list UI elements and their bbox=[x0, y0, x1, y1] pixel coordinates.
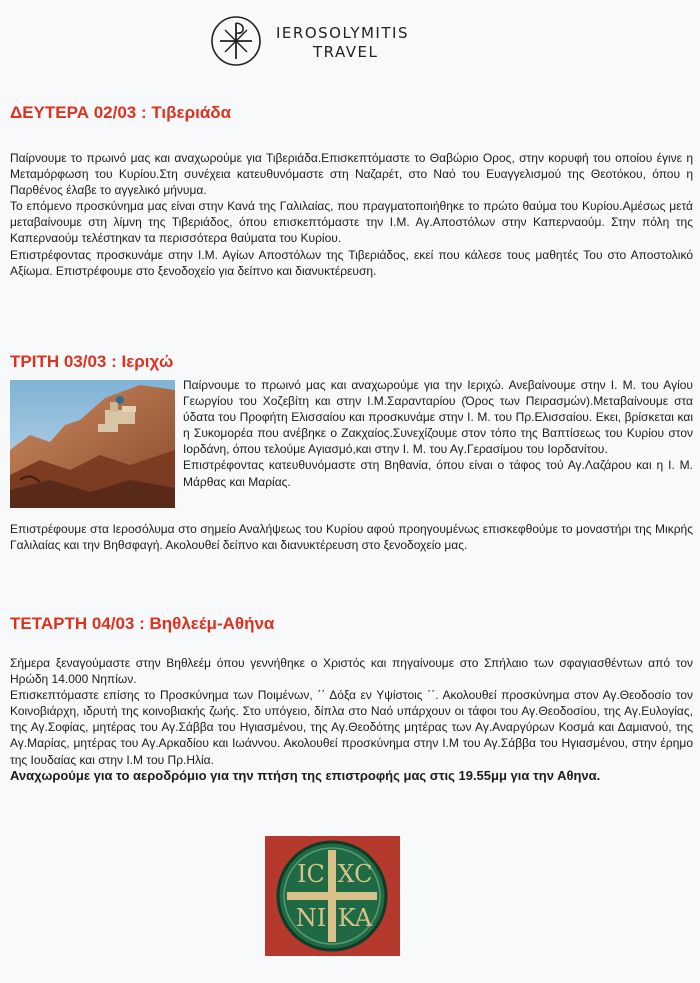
day-wednesday-text bbox=[10, 655, 693, 784]
day-tuesday-text-full bbox=[10, 521, 693, 553]
header bbox=[210, 15, 470, 70]
seal-xc: XC bbox=[337, 860, 373, 888]
seal-ka: KA bbox=[337, 904, 373, 932]
paragraph: Επιστρέφοντας προσκυνάμε στην Ι.Μ. Αγίων Αποστόλων της Τιβεριάδος, εκεί που κάλεσε τους μαθητές Του στο Αποστολικό Αξίωμα. Επιστρέφουμε στο ξενοδοχείο για δείπνο και διανυκτέρευση. bbox=[10, 247, 693, 278]
ic-xc-nika-seal bbox=[265, 836, 400, 956]
seal-ic: IC bbox=[297, 860, 325, 888]
day-tuesday-text-side bbox=[183, 377, 693, 490]
day-title-wednesday: ΤΕΤΑΡΤΗ 04/03 : Βηθλεέμ-Αθήνα bbox=[10, 614, 275, 633]
day-title-tuesday: ΤΡΙΤΗ 03/03 : Ιεριχώ bbox=[10, 352, 174, 371]
day-title-monday: ΔΕΥΤΕΡΑ 02/03 : Τιβεριάδα bbox=[10, 103, 232, 122]
departure-note: Αναχωρούμε για το αεροδρόμιο για την πτήση της επιστροφής μας στις 19.55μμ για την Αθηνα. bbox=[10, 767, 601, 783]
seal-ni: NI bbox=[295, 904, 327, 932]
paragraph: Παίρνουμε το πρωινό μας και αναχωρούμε για Τιβεριάδα.Επισκεπτόμαστε το Θαβώριο Ορος, στην κορυφή του οποίου έγινε η Μεταμόρφωση του Κυρίου.Στη συνέχεια κατευθυνόμαστε στη Ναζαρέτ, στο Ναό του Ευαγγελισμού της Θεοτόκου, όπου η Παρθένος έλαβε το αγγελικό μήνυμα. bbox=[10, 151, 693, 198]
monastery-photo bbox=[10, 380, 175, 508]
paragraph: Επιστρέφοντας κατευθυνόμαστε στη Βηθανία, όπου είναι ο τάφος τού Αγ.Λαζάρου και η Ι. Μ. Μάρθας και Μαρίας. bbox=[183, 458, 693, 489]
paragraph: Το επόμενο προσκύνημα μας είναι στην Κανά της Γαλιλαίας, που πραγματοποιήθηκε το πρώτο θαύμα του Κυρίου.Αμέσως μετά μεταβαίνουμε στη λίμνη της Τιβεριάδος, όπου επισκεπτόμαστε την Ι.Μ. Αγ.Αποστόλων στην Καπερναούμ. Στην πόλη της Καπερναούμ τελέστηκαν τα περισσότερα θαύματα του Κυρίου. bbox=[10, 199, 693, 246]
day-monday-text bbox=[10, 150, 693, 279]
paragraph: Σήμερα ξεναγούμαστε στην Βηθλεέμ όπου γεννήθηκε ο Χριστός και πηγαίνουμε στο Σπήλαιο των σφαγιασθέντων από τον Ηρώδη 14.000 Νηπίων. bbox=[10, 656, 693, 687]
brand-name: IEROSOLYMITIS bbox=[276, 24, 409, 42]
paragraph: Επισκεπτόμαστε επίσης το Προσκύνημα των Ποιμένων, ΄΄ Δόξα εν Υψίστοις ΄΄. Ακολουθεί προσκύνημα στον Αγ.Θεοδοσίο τον Κοινοβιάρχη, ιδρυτή της κοινοβιακής ζωής. Στο υπόγειο, δίπλα στο Ναό υπάρχουν οι τάφοι του Αγ.Θεοδοσίου, της Αγ.Ευλογίας, της Αγ.Σοφίας, μητέρας του Αγ.Σάββα του Ηγιασμένου, της Αγ.Θεοδότης μητέρας των Αγ.Αναργύρων Κοσμά και Δαμιανού, της Αγ.Μαρίας, μητέρας του Αγ.Αρκαδίου και Ιωάννου. Ακολουθεί προσκύνημα στην Ι.Μ του Αγ.Σάββα του Ηγιασμένου, στην έρημο της Ιουδαίας και στην Ι.Μ του Πρ.Ηλία. bbox=[10, 688, 693, 767]
paragraph: Παίρνουμε το πρωινό μας και αναχωρούμε για την Ιεριχώ. Ανεβαίνουμε στην Ι. Μ. του Αγίου Γεωργίου του Χοζεβίτη και στην Ι.Μ.Σαρανταρίου (Όρος των Πειρασμών).Μεταβαίνουμε στα ύδατα του Προφήτη Ελισσαίου και προσκυνάμε στην Ι. Μ. του Πρ.Ελισσαίου. Εκει, βρίσκεται και η Συκομορέα που ανέβηκε ο Ζακχαίος.Συνεχίζουμε στον τόπο της Βαπτίσεως του Κυρίου στον Ιορδάνη, όπου τελούμε Αγιασμό,και στην Ι. Μ. του Αγ.Γερασίμου του Ιορδανίτου. bbox=[183, 378, 693, 457]
chi-rho-cross-icon bbox=[210, 15, 262, 67]
brand-subtitle: TRAVEL bbox=[313, 43, 379, 61]
paragraph: Επιστρέφουμε στα Ιεροσόλυμα στο σημείο Αναλήψεως του Κυρίου αφού προηγουμένως επισκεφθούμε το μοναστήρι της Μικρής Γαλιλαίας και την Βηθσφαγή. Ακολουθεί δείπνο και διανυκτέρευση στο ξενοδοχείο μας. bbox=[10, 522, 693, 553]
